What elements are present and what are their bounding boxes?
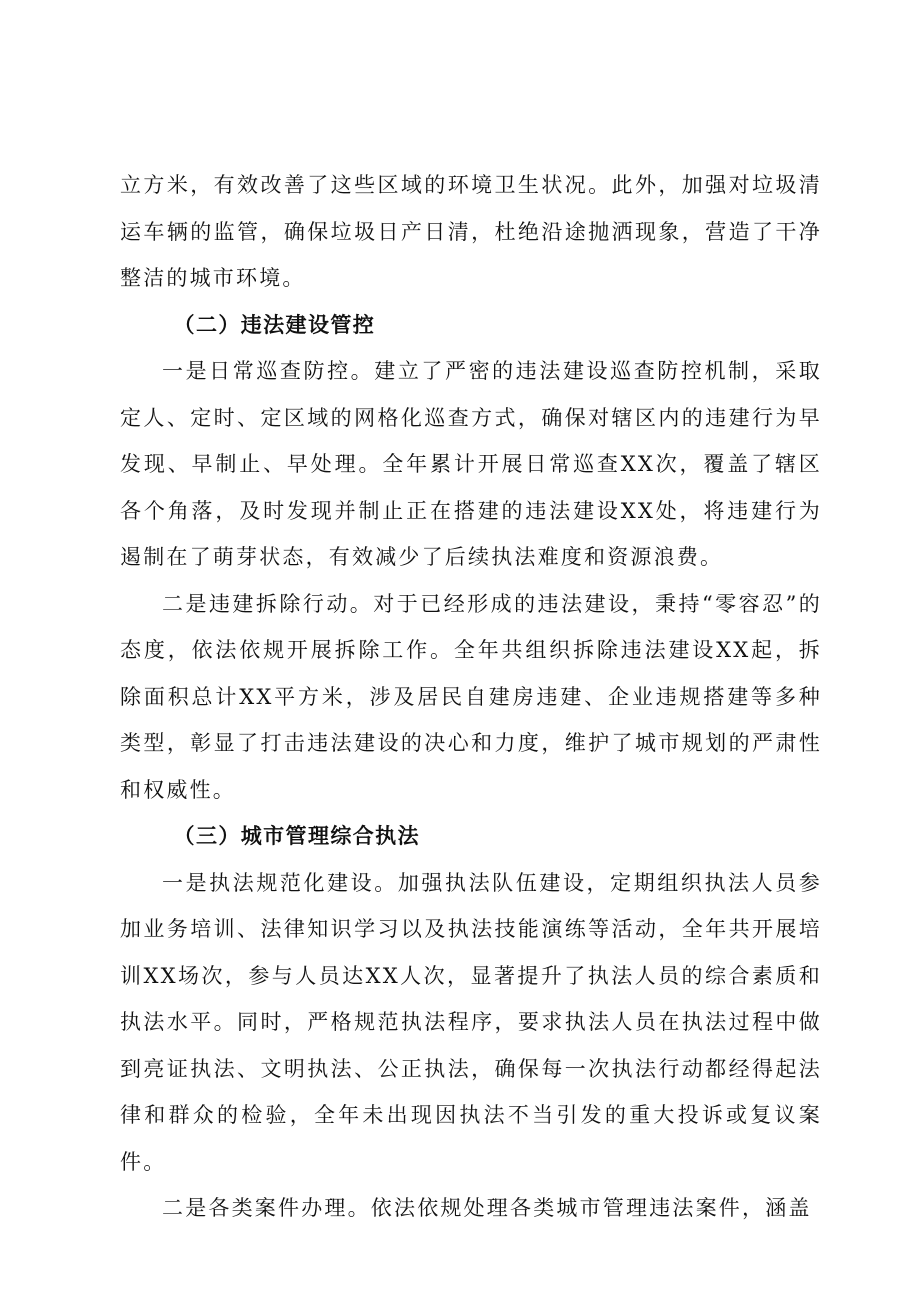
section-heading-law-enforcement: （三）城市管理综合执法 [173,823,420,848]
paragraph-case-handling: 二是各类案件办理。依法依规处理各类城市管理违法案件，涵盖 [162,1196,812,1220]
document-body [120,162,822,1232]
paragraph-demolition: 二是违建拆除行动。对于已经形成的违法建设，秉持“零容忍”的态度，依法依规开展拆除工作。全年共组织拆除违法建设XX起，拆除面积总计XX平方米，涉及居民自建房违建、企业违规搭建等多种类型，彰显了打击违法建设的决心和力度，维护了城市规划的严肃性和权威性。 [120,591,822,802]
paragraph-daily-patrol: 一是日常巡查防控。建立了严密的违法建设巡查防控机制，采取定人、定时、定区域的网格化巡查方式，确保对辖区内的违建行为早发现、早制止、早处理。全年累计开展日常巡查XX次，覆盖了辖区各个角落，及时发现并制止正在搭建的违法建设XX处，将违建行为遏制在了萌芽状态，有效减少了后续执法难度和资源浪费。 [120,359,822,569]
paragraph-standardization: 一是执法规范化建设。加强执法队伍建设，定期组织执法人员参加业务培训、法律知识学习以及执法技能演练等活动，全年共开展培训XX场次，参与人员达XX人次，显著提升了执法人员的综合素质和执法水平。同时，严格规范执法程序，要求执法人员在执法过程中做到亮证执法、文明执法、公正执法，确保每一次执法行动都经得起法律和群众的检验，全年未出现因执法不当引发的重大投诉或复议案件。 [120,870,822,1174]
section-heading-illegal-construction: （二）违法建设管控 [173,311,376,337]
paragraph-continuation: 立方米，有效改善了这些区域的环境卫生状况。此外，加强对垃圾清运车辆的监管，确保垃圾日产日清，杜绝沿途抛洒现象，营造了干净整洁的城市环境。 [120,173,822,290]
